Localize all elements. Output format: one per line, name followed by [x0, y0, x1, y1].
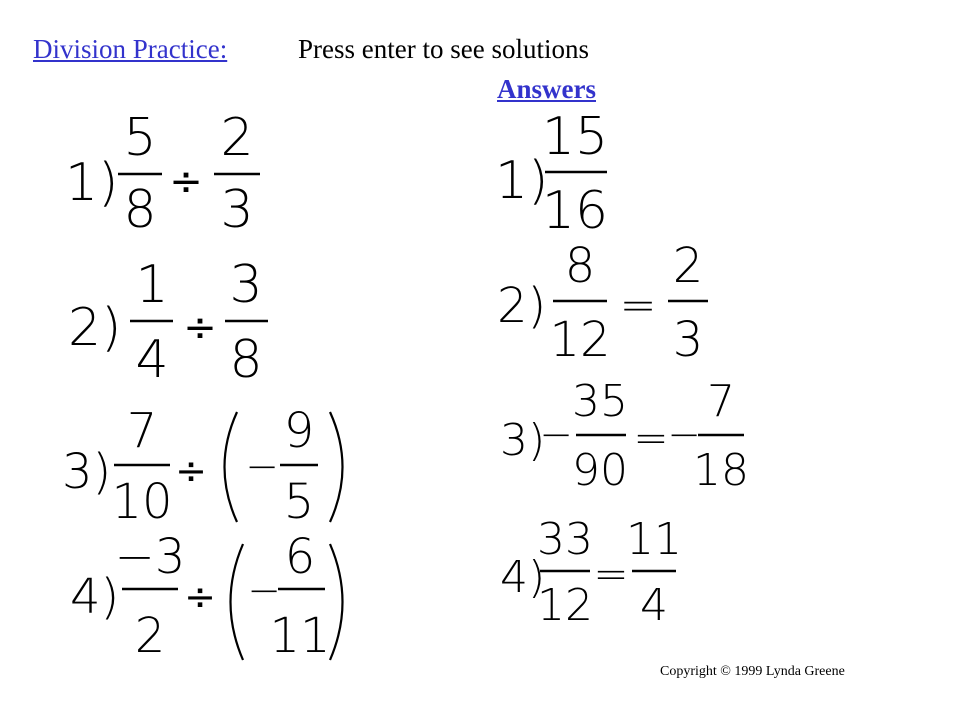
numerator: 8: [564, 238, 596, 294]
denominator: 16: [541, 181, 609, 241]
denominator: 11: [269, 608, 331, 664]
divide-sign: ÷: [183, 305, 217, 351]
copyright-notice: Copyright © 1999 Lynda Greene: [660, 664, 845, 679]
numerator: 7: [126, 403, 158, 459]
numerator: 11: [626, 514, 682, 565]
answer-1: [495, 107, 608, 241]
problem-label: 4): [70, 569, 120, 625]
instruction-text: Press enter to see solutions: [298, 34, 589, 64]
numerator: −3: [114, 529, 186, 585]
problem-label: 1): [65, 153, 119, 213]
answer-2: [497, 238, 708, 368]
title-link[interactable]: Division Practice:: [33, 34, 228, 64]
denominator: 3: [220, 180, 254, 240]
denominator: 12: [549, 312, 611, 368]
denominator: 90: [572, 445, 628, 496]
numerator: 2: [220, 108, 254, 168]
equals-sign: =: [593, 549, 629, 598]
answer-3: [500, 376, 749, 496]
divide-sign: ÷: [184, 575, 216, 619]
minus-sign: −: [539, 412, 573, 458]
answer-label: 4): [500, 552, 546, 603]
left-parenthesis: [225, 412, 238, 522]
problem-1: [65, 108, 260, 240]
problem-label: 2): [68, 298, 122, 358]
denominator: 8: [229, 330, 263, 390]
numerator: 6: [284, 529, 316, 585]
answer-label: 1): [495, 151, 549, 211]
answer-label: 2): [497, 278, 547, 334]
denominator: 12: [537, 580, 593, 631]
divide-sign: ÷: [169, 159, 203, 205]
denominator: 18: [693, 445, 749, 496]
answer-label: 3): [500, 415, 546, 466]
minus-sign: −: [247, 568, 281, 614]
denominator: 4: [135, 330, 169, 390]
right-parenthesis: [330, 544, 343, 660]
problem-2: [68, 255, 268, 390]
problem-4: [70, 529, 343, 664]
numerator: 2: [672, 238, 704, 294]
minus-sign: −: [667, 412, 701, 458]
left-parenthesis: [231, 544, 244, 660]
answer-4: [500, 514, 682, 631]
minus-sign: −: [245, 444, 279, 490]
denominator: 4: [640, 580, 668, 631]
denominator: 5: [283, 474, 315, 530]
denominator: 2: [134, 608, 166, 664]
numerator: 33: [537, 514, 593, 565]
numerator: 7: [707, 376, 735, 427]
answers-heading: Answers: [497, 74, 596, 104]
numerator: 15: [541, 107, 609, 167]
divide-sign: ÷: [175, 449, 207, 493]
numerator: 9: [283, 403, 315, 459]
numerator: 5: [123, 108, 157, 168]
denominator: 8: [123, 180, 157, 240]
numerator: 1: [135, 255, 169, 315]
problem-label: 3): [62, 444, 112, 500]
problem-3: [62, 403, 343, 530]
denominator: 3: [672, 312, 704, 368]
equals-sign: =: [619, 280, 657, 331]
equals-sign: =: [633, 413, 669, 462]
numerator: 35: [572, 376, 628, 427]
right-parenthesis: [330, 412, 343, 522]
denominator: 10: [111, 474, 173, 530]
numerator: 3: [229, 255, 263, 315]
